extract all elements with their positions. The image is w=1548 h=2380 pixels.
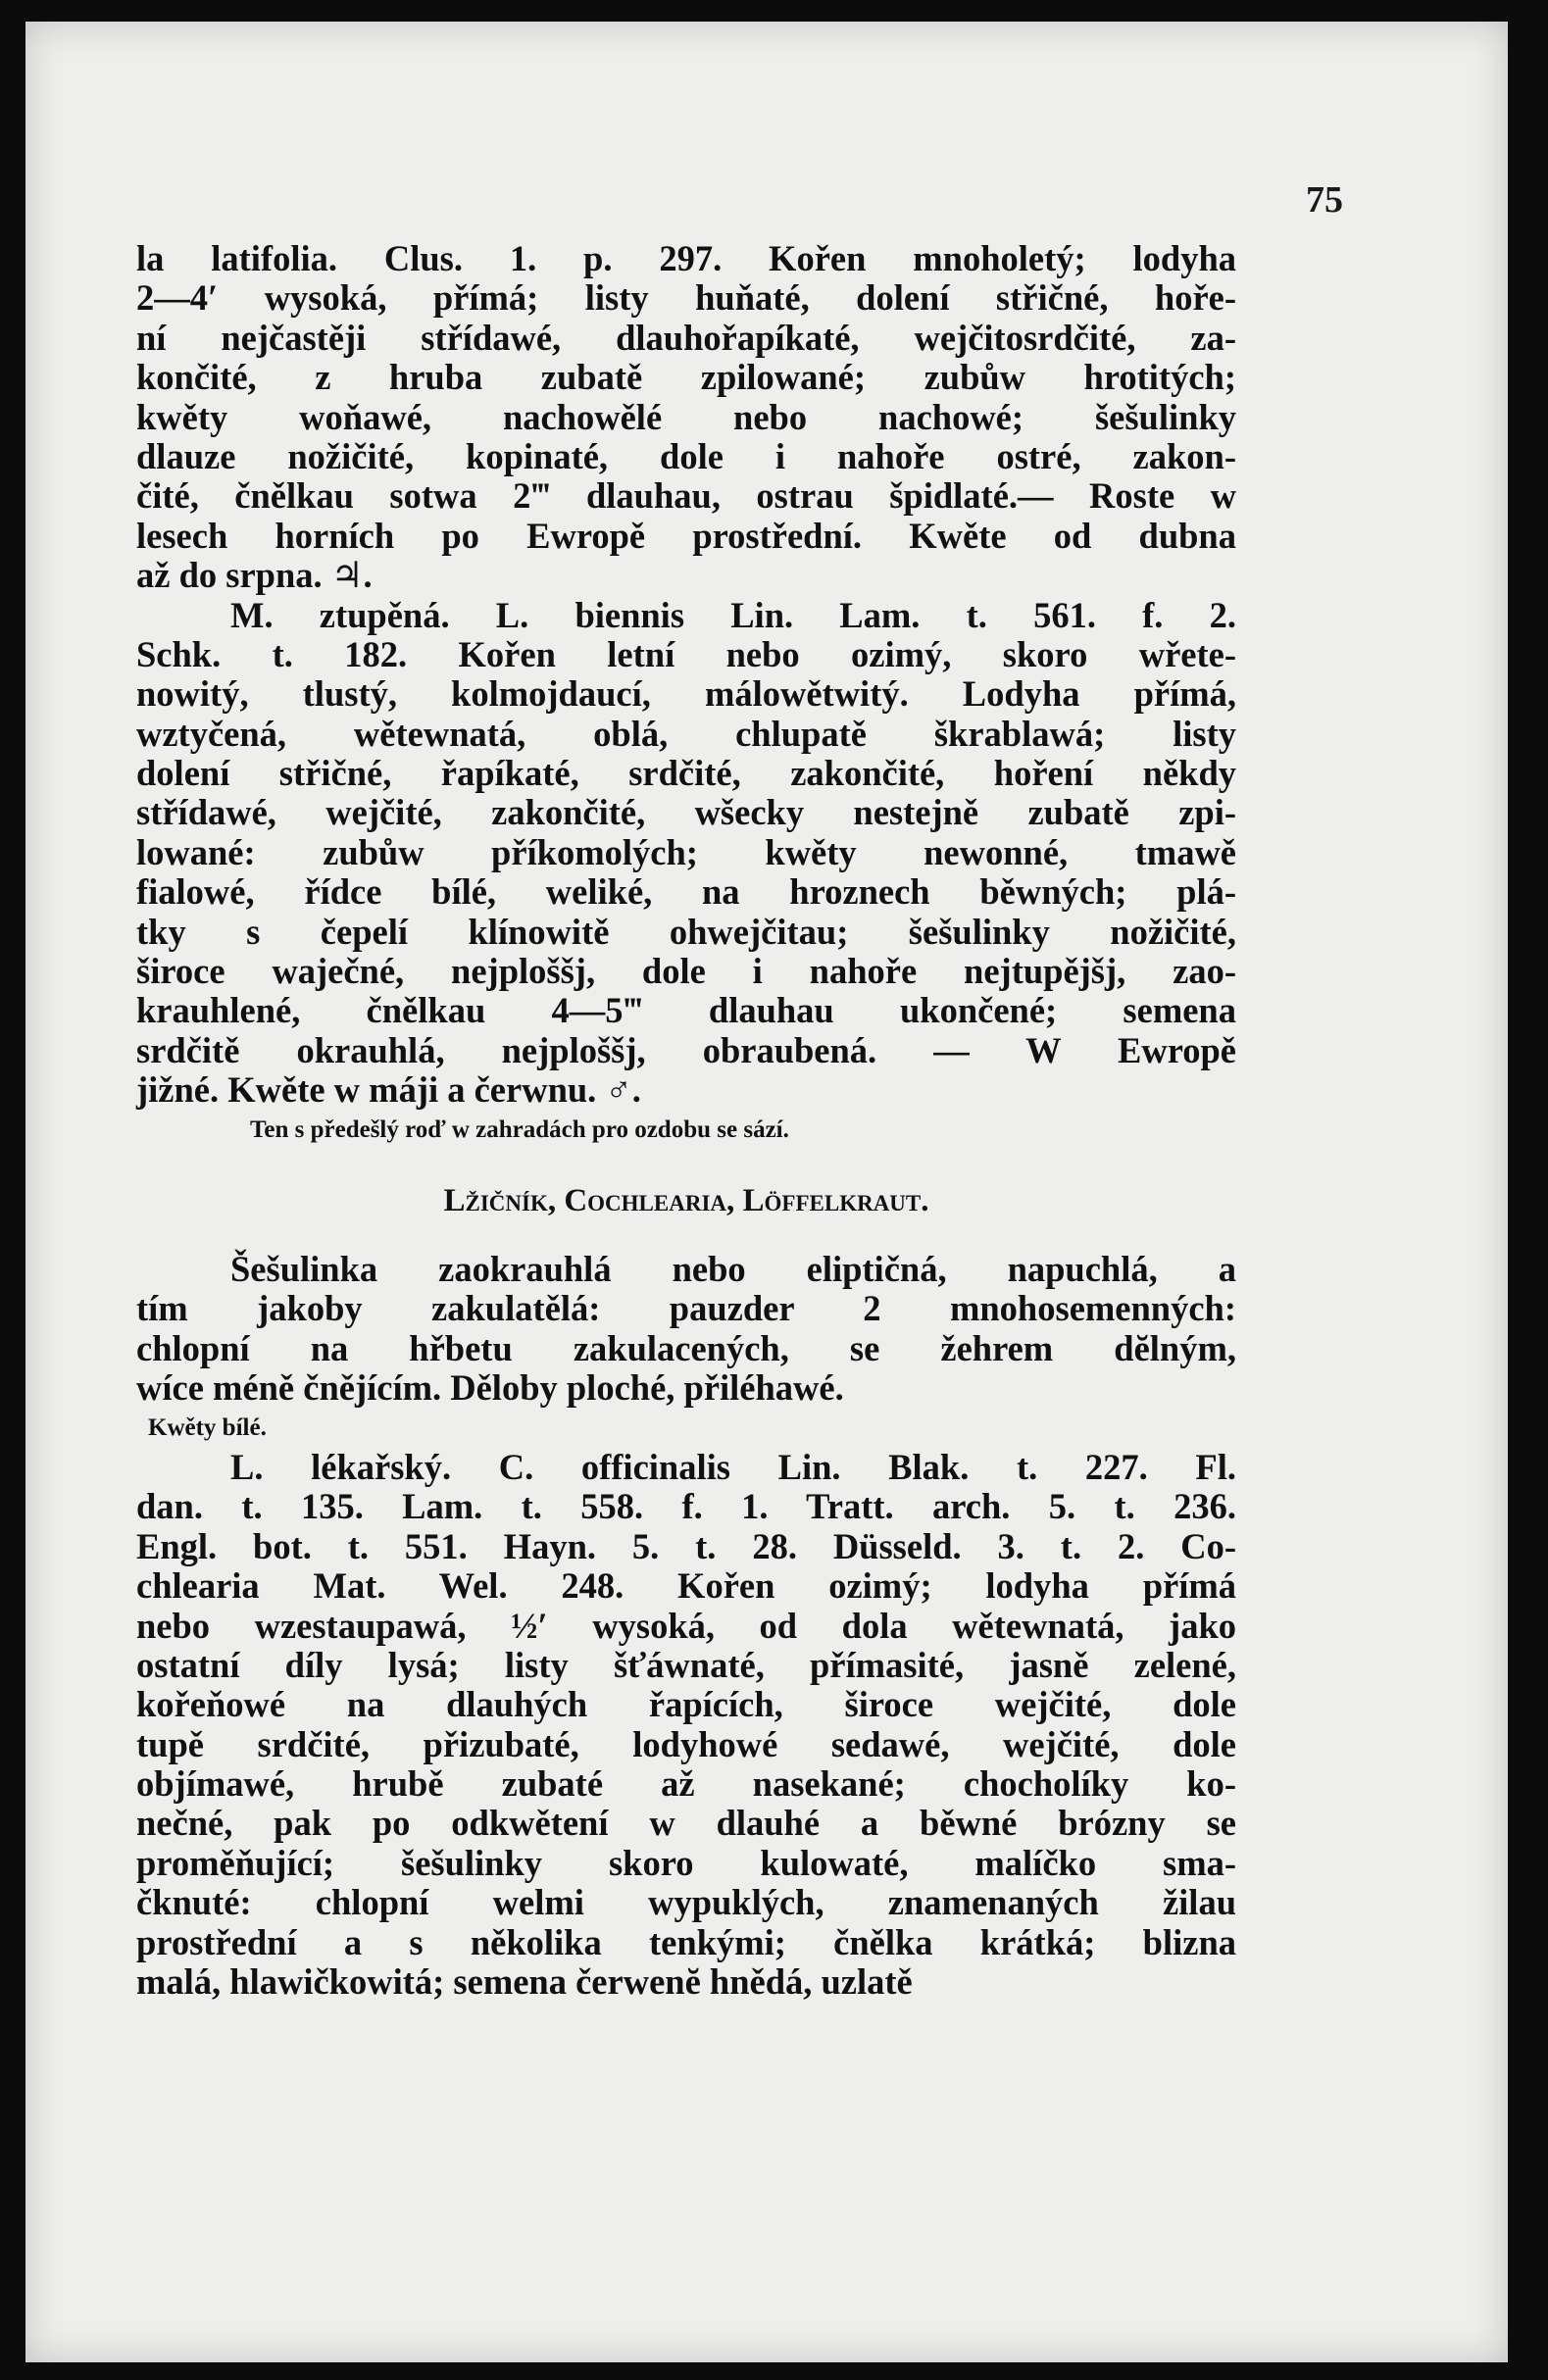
text-line: wíce méně čnějícím. Děloby ploché, přiléhawé. [136, 1367, 844, 1409]
text-line: střídawé, wejčité, zakončité, wšecky nestejně zubatě zpi- [136, 792, 1236, 833]
text-line: tky s čepelí klínowitě ohwejčitau; šešulinky nožičité, [136, 911, 1236, 952]
text-line: L. lékařský. C. officinalis Lin. Blak. t. 227. Fl. [230, 1446, 1236, 1487]
note-cultivation: Ten s předešlý roď w zahradách pro ozdobu se sází. [250, 1116, 789, 1143]
text-line: dolení střičné, řapíkaté, srdčité, zakončité, hoření někdy [136, 753, 1236, 794]
text-line: objímawé, hrubě zubaté až nasekané; chocholíky ko- [136, 1763, 1236, 1805]
text-line: dan. t. 135. Lam. t. 558. f. 1. Tratt. arch. 5. t. 236. [136, 1486, 1236, 1527]
text-line: krauhlené, čnělkau 4—5‴ dlauhau ukončené; semena [136, 990, 1236, 1031]
section-lunaria-rediviva [136, 239, 1236, 596]
text-line: la latifolia. Clus. 1. p. 297. Kořen mnoholetý; lodyha [136, 238, 1236, 278]
text-line: ní nejčastěji střídawé, dlauhořapíkaté, wejčitosrdčité, za- [136, 317, 1236, 358]
text-line: čité, čnělkau sotwa 2‴ dlauhau, ostrau špidlaté.— Roste w [136, 475, 1236, 517]
text-line: kwěty woňawé, nachowělé nebo nachowé; šešulinky [136, 396, 1236, 437]
text-line: nowitý, tlustý, kolmojdaucí, málowětwitý. Lodyha přímá, [136, 673, 1236, 715]
text-line: srdčitě okrauhlá, nejploššj, obraubená. — W Ewropě [136, 1029, 1236, 1070]
text-line: Šešulinka zaokrauhlá nebo eliptičná, napuchlá, a [230, 1248, 1236, 1289]
text-line: wztyčená, wětewnatá, oblá, chlupatě škrablawá; listy [136, 713, 1236, 754]
text-line: chlopní na hřbetu zakulacených, se žehrem dĕlným, [136, 1327, 1236, 1368]
text-line: ostatní díly lysá; listy šťáwnaté, přímasité, jasně zelené, [136, 1644, 1236, 1685]
section-lunaria-biennis [136, 596, 1236, 1111]
text-line: až do srpna. ♃. [136, 555, 373, 596]
text-line: M. ztupěná. L. biennis Lin. Lam. t. 561. f. 2. [230, 594, 1236, 635]
page-number: 75 [1306, 179, 1343, 221]
section-cochlearia-officinalis [136, 1448, 1236, 2002]
text-line: široce waječné, nejploššj, dole i nahoře nejtupějšj, zao- [136, 951, 1236, 992]
text-line: lesech horních po Ewropě prostřední. Kwěte od dubna [136, 515, 1236, 556]
text-line: malá, hlawičkowitá; semena čerwenĕ hnědá, uzlatě [136, 1961, 913, 2003]
genus-heading: Lžičník, Cochlearia, Löffelkraut. [443, 1182, 929, 1218]
text-line: kořeňowé na dlauhých řapících, široce wejčité, dole [136, 1684, 1236, 1725]
text-line: nebo wzestaupawá, ½′ wysoká, od dola wětewnatá, jako [136, 1605, 1236, 1646]
text-line: končité, z hruba zubatě zpilowané; zubůw hrotitých; [136, 357, 1236, 398]
page-text [136, 239, 1236, 2002]
genus-description [136, 1250, 1236, 1409]
text-line: čknuté: chlopní welmi wypuklých, znamenaných žilau [136, 1882, 1236, 1923]
text-line: 2—4′ wysoká, přímá; listy huňaté, dolení střičné, hoře- [136, 277, 1236, 319]
text-line: nečné, pak po odkwětení w dlauhé a běwné brózny se [136, 1803, 1236, 1844]
text-line: prostřední a s několika tenkými; čnělka krátká; blizna [136, 1921, 1236, 1962]
text-line: tím jakoby zakulatělá: pauzder 2 mnohosemenných: [136, 1288, 1236, 1329]
text-line: fialowé, řídce bílé, weliké, na hroznech běwných; plá- [136, 871, 1236, 913]
note-flowers: Kwěty bílé. [148, 1413, 267, 1441]
book-page [25, 22, 1508, 2362]
text-line: jižné. Kwěte w máji a čerwnu. ♂. [136, 1069, 641, 1111]
text-line: chlearia Mat. Wel. 248. Kořen ozimý; lodyha přímá [136, 1565, 1236, 1607]
text-line: lowané: zubůw příkomolých; kwěty newonné, tmawě [136, 831, 1236, 872]
text-line: Schk. t. 182. Kořen letní nebo ozimý, skoro wřete- [136, 633, 1236, 674]
text-line: dlauze nožičité, kopinaté, dole i nahoře ostré, zakon- [136, 435, 1236, 476]
text-line: Engl. bot. t. 551. Hayn. 5. t. 28. Düsseld. 3. t. 2. Co- [136, 1525, 1236, 1566]
text-line: tupě srdčité, přizubaté, lodyhowé sedawé, wejčité, dole [136, 1723, 1236, 1764]
text-line: proměňující; šešulinky skoro kulowaté, malíčko sma- [136, 1842, 1236, 1883]
